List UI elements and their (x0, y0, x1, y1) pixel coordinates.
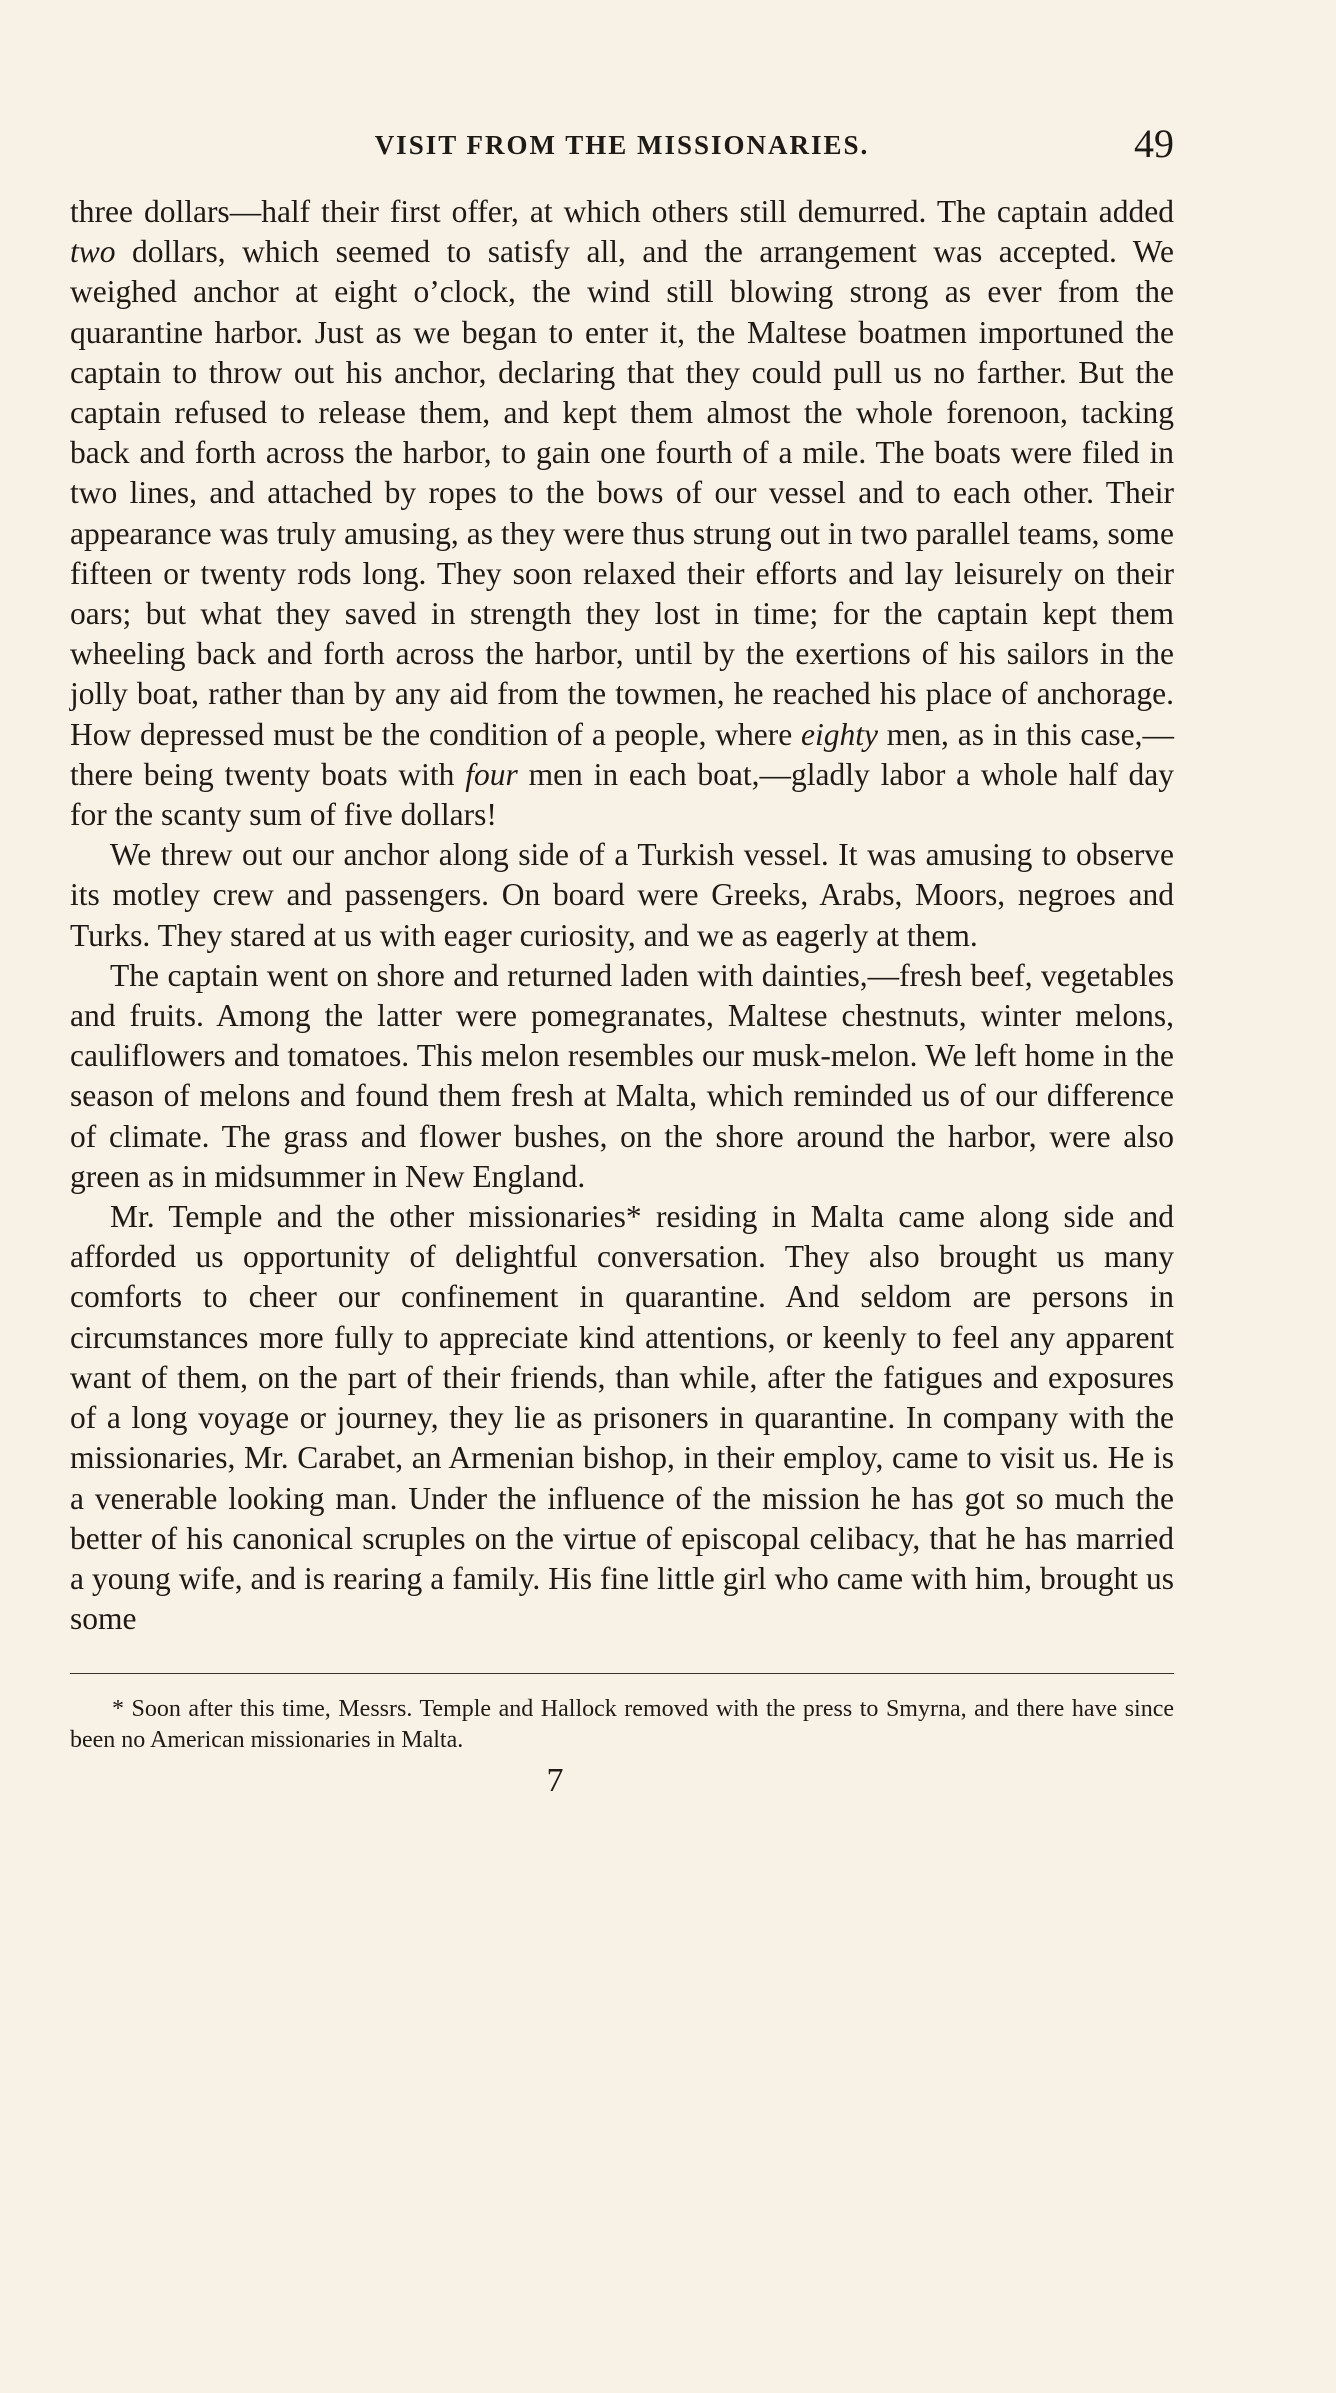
text-run: men, as in this case,—there being twenty boats with (70, 716, 1174, 792)
paragraph-1 (70, 192, 1174, 835)
signature-mark: 7 (546, 1762, 564, 1800)
running-head (70, 120, 1174, 180)
text-run: men in each boat,—gladly labor a whole half day for the scanty sum of five dollars! (70, 756, 1174, 833)
italic-emphasis: eighty (801, 716, 878, 752)
footnote (70, 1694, 1174, 1756)
body-text (70, 192, 1174, 1639)
paragraph-3: The captain went on shore and returned laden with dainties,—fresh beef, vegetables and fruits. Among the latter were pomegranates, Maltese chestnuts, winter melons, cauliflowers and tomatoes. This melon resembles our musk-melon. We left home in the season of melons and found them fresh at Malta, which reminded us of our difference of climate. The grass and flower bushes, on the shore around the harbor, were also green as in midsummer in New England. (70, 957, 1174, 1194)
book-page (70, 120, 1174, 1800)
running-head-title: VISIT FROM THE MISSIONARIES. (374, 130, 870, 160)
text-run: three dollars—half their first offer, at which others still demurred. The captain added (70, 194, 1174, 229)
footnote-text: * Soon after this time, Messrs. Temple and Hallock removed with the press to Smyrna, and there have since been no American missionaries in Malta. (70, 1696, 1174, 1754)
paragraph-4: Mr. Temple and the other missionaries* residing in Malta came along side and afforded us opportunity of delightful conversation. They also brought us many comforts to cheer our confinement in quarantine. And seldom are persons in circumstances more fully to appreciate kind attentions, or keenly to feel any apparent want of them, on the part of their friends, than while, after the fatigues and exposures of a long voyage or journey, they lie as prisoners in quarantine. In company with the missionaries, Mr. Carabet, an Armenian bishop, in their employ, came to visit us. He is a venerable looking man. Under the influence of the mission he has got so much the better of his canonical scruples on the virtue of episcopal celibacy, that he has married a young wife, and is rearing a family. His fine little girl who came with him, brought us some (70, 1199, 1174, 1637)
italic-emphasis: four (465, 756, 518, 792)
text-run: dollars, which seemed to satisfy all, and the arrangement was accepted. We weighed anchor at eight o’clock, the wind still blowing strong as ever from the quarantine harbor. Just as we began to enter it, the Maltese boatmen importuned the captain to throw out his anchor, declaring that they could pull us no farther. But the captain refused to release them, and kept them almost the whole forenoon, tacking back and forth across the harbor, to gain one fourth of a mile. The boats were filed in two lines, and attached by ropes to the bows of our vessel and to each other. Their appearance was truly amusing, as they were thus strung out in two parallel teams, some fifteen or twenty rods long. They soon relaxed their efforts and lay leisurely on their oars; but what they saved in strength they lost in time; for the captain kept them wheeling back and forth across the harbor, until by the exertions of his sailors in the jolly boat, rather than by any aid from the towmen, he reached his place of anchorage. How depressed must be the condition of a people, where (70, 234, 1174, 752)
page-number: 49 (1134, 121, 1174, 166)
paragraph-2: We threw out our anchor along side of a Turkish vessel. It was amusing to observe its motley crew and passengers. On board were Greeks, Arabs, Moors, negroes and Turks. They stared at us with eager curiosity, and we as eagerly at them. (70, 837, 1174, 953)
footnote-rule (70, 1673, 1174, 1674)
italic-emphasis: two (70, 234, 116, 270)
